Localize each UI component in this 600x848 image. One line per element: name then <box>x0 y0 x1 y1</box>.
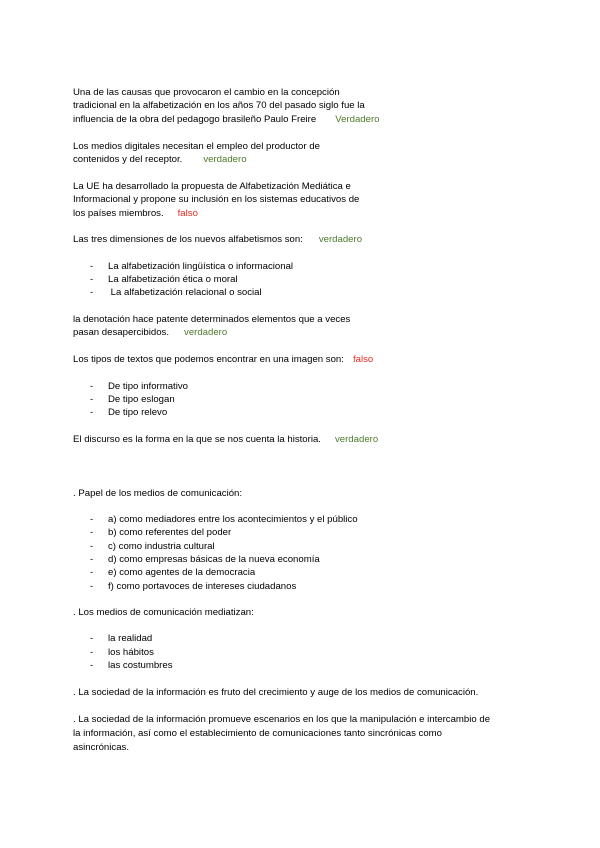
text-line: influencia de la obra del pedagogo brasileño Paulo Freire <box>73 113 317 125</box>
text-line: Los medios digitales necesitan el empleo del productor de <box>73 141 320 152</box>
answer-false: falso <box>352 354 374 365</box>
list-item: - La alfabetización ética o moral <box>90 274 238 285</box>
paragraph <box>73 713 490 755</box>
text-line: El discurso es la forma en la que se nos cuenta la historia. <box>73 434 321 445</box>
list-item: - La alfabetización lingüística o informacional <box>90 261 294 272</box>
list-item: - e) como agentes de la democracia <box>90 567 256 578</box>
text-line: los países miembros. <box>73 207 164 219</box>
section-heading: . Los medios de comunicación mediatizan: <box>73 607 254 618</box>
question-5 <box>73 313 350 340</box>
list-item: - las costumbres <box>90 660 173 671</box>
list-item: - De tipo eslogan <box>90 394 175 405</box>
question-7 <box>73 433 378 446</box>
question-3 <box>73 180 359 220</box>
text-line: Las tres dimensiones de los nuevos alfabetismos son: <box>73 234 303 245</box>
answer-true: Verdadero <box>335 113 380 125</box>
question-4 <box>73 233 362 246</box>
list-item: - la realidad <box>90 633 153 644</box>
answer-false: falso <box>177 207 198 219</box>
text-line: pasan desapercibidos. <box>73 327 170 339</box>
list-item: - c) como industria cultural <box>90 541 215 552</box>
text-line: . La sociedad de la información promueve escenarios en los que la manipulación e intercambio de <box>73 714 491 725</box>
list-item: - De tipo informativo <box>90 381 188 392</box>
answer-true: verdadero <box>318 234 363 245</box>
list-item: - f) como portavoces de intereses ciudadanos <box>90 581 297 592</box>
text-line: Una de las causas que provocaron el cambio en la concepción <box>73 87 340 98</box>
paragraph: . La sociedad de la información es fruto del crecimiento y auge de los medios de comunicación. <box>73 687 479 698</box>
question-2 <box>73 140 320 167</box>
question-6 <box>73 353 373 366</box>
text-line: tradicional en la alfabetización en los años 70 del pasado siglo fue la <box>73 100 365 112</box>
list-item: - a) como mediadores entre los acontecimientos y el público <box>90 514 358 525</box>
list-item: - d) como empresas básicas de la nueva economía <box>90 554 320 565</box>
list-item: - De tipo relevo <box>90 407 168 418</box>
question-1 <box>73 86 380 126</box>
text-line: la información, así como el establecimiento de comunicaciones tanto sincrónicas como <box>73 728 443 739</box>
list-item: - La alfabetización relacional o social <box>90 287 262 298</box>
text-line: contenidos y del receptor. <box>73 154 183 166</box>
list-item: - los hábitos <box>90 647 154 658</box>
answer-true: verdadero <box>184 327 228 339</box>
text-line: Informacional y propone su inclusión en los sistemas educativos de <box>73 194 360 206</box>
list-item: - b) como referentes del poder <box>90 527 232 538</box>
text-line: Los tipos de textos que podemos encontrar en una imagen son: <box>73 354 344 365</box>
text-line: La UE ha desarrollado la propuesta de Alfabetización Mediática e <box>73 181 351 192</box>
text-line: asincrónicas. <box>73 742 129 753</box>
text-line: la denotación hace patente determinados elementos que a veces <box>73 314 351 325</box>
section-heading: . Papel de los medios de comunicación: <box>73 488 243 499</box>
answer-true: verdadero <box>334 434 379 445</box>
answer-true: verdadero <box>203 154 247 166</box>
